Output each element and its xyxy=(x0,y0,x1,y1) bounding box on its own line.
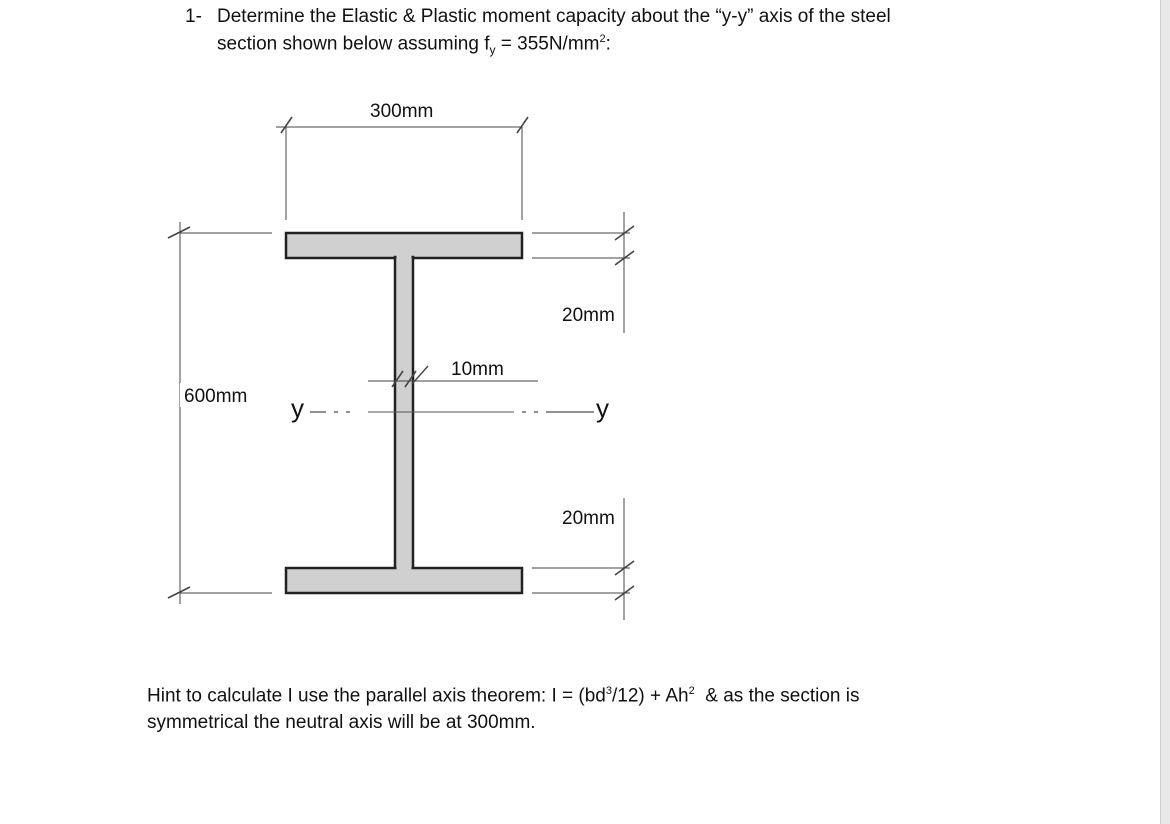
axis-label-left: y xyxy=(291,393,304,423)
bottom-flange-label: 20mm xyxy=(562,508,615,529)
top-flange xyxy=(286,233,522,258)
top-flange-label: 20mm xyxy=(562,305,615,326)
web xyxy=(395,257,413,569)
hint-line-1 xyxy=(147,685,859,707)
question-text-2b: = 355N/mm xyxy=(495,33,600,55)
question-number: 1- xyxy=(185,6,202,27)
hint-line-2 xyxy=(147,712,536,734)
question-text-1: Determine the Elastic & Plastic moment capacity about the “y-y” axis of the steel xyxy=(217,6,891,27)
question-subscript: y xyxy=(489,43,496,58)
width-label: 300mm xyxy=(370,101,434,122)
height-label: 600mm xyxy=(184,386,248,407)
hint-text-2: symmetrical the neutral axis will be at 300mm. xyxy=(147,712,536,733)
question-text-2a: section shown below assuming f xyxy=(217,33,490,55)
web-label: 10mm xyxy=(451,359,504,380)
hint-superscript-2: 2 xyxy=(688,685,695,697)
question-superscript: 2 xyxy=(599,33,606,45)
hint-text-1c: & as the section is xyxy=(694,685,860,707)
hint-text-1b: /12) + Ah xyxy=(612,685,689,707)
width-dimension xyxy=(276,117,528,220)
bottom-flange xyxy=(286,568,522,593)
hint-text-1a: Hint to calculate I use the parallel axis theorem: I = (bd xyxy=(147,685,606,707)
question-text-2c: : xyxy=(605,33,611,55)
axis-label-right: y xyxy=(596,393,609,423)
hint-superscript-1: 3 xyxy=(605,685,613,697)
height-dimension xyxy=(168,222,272,604)
